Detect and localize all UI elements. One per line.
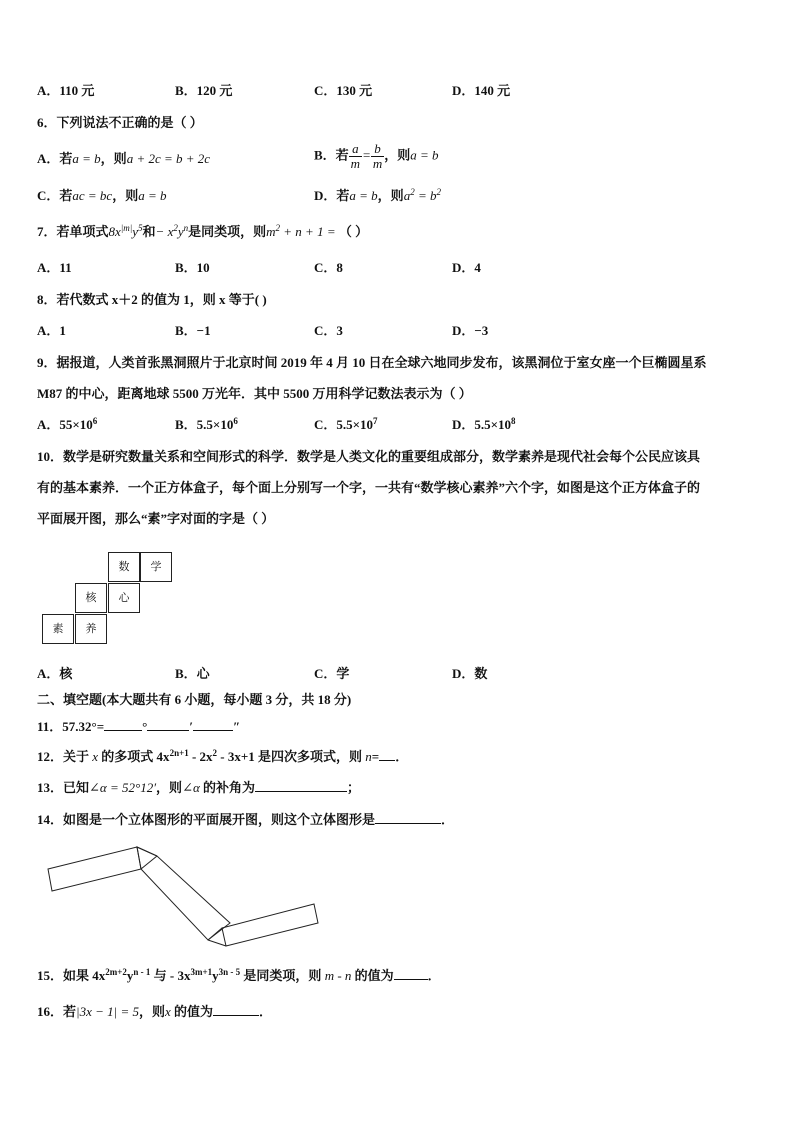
net-cell-shu: 数 [108, 552, 140, 582]
q5-option-a: A．110 元 [37, 83, 95, 98]
q8-stem: 8．若代数式 x＋2 的值为 1，则 x 等于( ) [37, 292, 267, 307]
q7-option-a: A．11 [37, 260, 72, 275]
q15: 15．如果 $4x^{2m+2}y^{n - 1}$ 与 - $3x^{3m+1}y^{3n - 5}$ 是同类项，则 m - n 的值为 ． [37, 967, 441, 983]
q10-line-3: 平面展开图，那么“素”字对面的字是（ ） [37, 511, 275, 526]
q6-stem: 6．下列说法不正确的是（ ） [37, 115, 203, 130]
net-cell-xue: 学 [140, 552, 172, 582]
q9-option-c: C．$5.5\times 10^7$ [314, 416, 378, 432]
q10-line-1: 10．数学是研究数量关系和空间形式的科学．数学是人类文化的重要组成部分，数学素养是现代社会每个公民应该具 [37, 449, 701, 464]
q10-option-d: D．数 [452, 666, 488, 681]
q10-line-2: 有的基本素养．一个正方体盒子，每个面上分别写一个字，一共有“数学核心素养”六个字，如图是这个正方体盒子的 [37, 480, 701, 495]
q9-option-b: B．$5.5\times 10^6$ [175, 416, 238, 432]
q9-option-a: A．$55\times 10^6$ [37, 416, 98, 432]
q5-option-b: B．120 元 [175, 83, 233, 98]
q6-option-d: D．若a = b，则$a^2 = b^2$ [314, 187, 441, 203]
q10-option-c: C．学 [314, 666, 350, 681]
net-face-left [48, 847, 141, 891]
q8-option-c: C．3 [314, 323, 343, 338]
net-cell-yang: 养 [75, 614, 107, 644]
q5-option-c: C．130 元 [314, 83, 373, 98]
section-2-heading: 二、填空题(本大题共有 6 小题，每小题 3 分，共 18 分) [37, 692, 352, 707]
net-cell-su: 素 [42, 614, 74, 644]
q6-option-a: A．若a = b，则a + 2c = b + 2c [37, 151, 211, 166]
q10-option-b: B．心 [175, 666, 210, 681]
q5-option-d: D．140 元 [452, 83, 511, 98]
q9-option-d: D．$5.5\times 10^8$ [452, 416, 516, 432]
q6-option-c: C．若ac = bc，则a = b [37, 188, 167, 203]
q13: 13．已知∠α = 52°12′，则∠α 的补角为 ； [37, 780, 361, 795]
q8-option-a: A．1 [37, 323, 66, 338]
net-cell-he: 核 [75, 583, 107, 613]
q14: 14．如图是一个立体图形的平面展开图，则这个立体图形是 ． [37, 812, 455, 827]
net-edge-inner [208, 928, 222, 940]
q7-stem: 7．若单项式$8x^{|m|}y^5$和− $x^2y^n$是同类项，则$m^2 + n + 1$ = （ ） [37, 223, 369, 239]
q8-option-d: D．−3 [452, 323, 489, 338]
q12: 12．关于 x 的多项式 $4x^{2n+1} - 2x^2 - 3x+1$ 是四次多项式，则 n= ． [37, 748, 409, 764]
q10-option-a: A．核 [37, 666, 73, 681]
q7-option-b: B．10 [175, 260, 210, 275]
q16: 16．若|3x − 1| = 5，则x 的值为 ． [37, 1004, 273, 1019]
q6-option-b: B．若 $\frac{a}{m}$ = $\frac{b}{m}$ ，则a = b [314, 141, 439, 171]
q9-line-2: M87 的中心，距离地球 5500 万光年．其中 5500 万用科学记数法表示为（ ） [37, 386, 472, 401]
net-edge-joint [141, 856, 157, 869]
net-face-right [222, 904, 318, 946]
q7-option-c: C．8 [314, 260, 343, 275]
net-face-diagonal [137, 847, 230, 940]
net-edge-bottom [208, 940, 226, 946]
q7-option-d: D．4 [452, 260, 481, 275]
q11: 11．57.32°= ° ′ ″ [37, 719, 241, 734]
q8-option-b: B．−1 [175, 323, 211, 338]
net-cell-xin: 心 [108, 583, 140, 613]
q9-line-1: 9．据报道，人类首张黑洞照片于北京时间 2019 年 4 月 10 日在全球六地同步发布，该黑洞位于室女座一个巨椭圆星系 [37, 355, 707, 370]
net-edge-top [137, 847, 157, 856]
